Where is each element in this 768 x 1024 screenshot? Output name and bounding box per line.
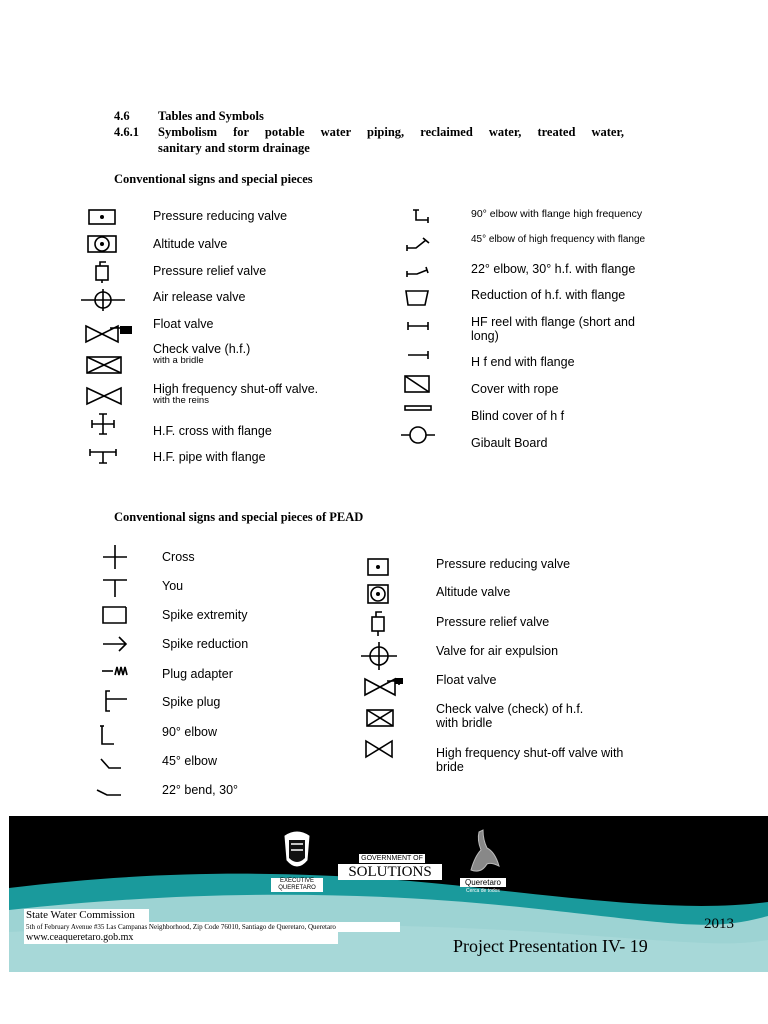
- elbow-90-flange-icon: [410, 208, 432, 224]
- section1-title: Conventional signs and special pieces: [114, 172, 313, 186]
- executive-line2: QUERETARO: [278, 885, 316, 891]
- queretaro-logo-text: [460, 878, 506, 887]
- commission-name: State Water Commission: [24, 909, 149, 922]
- list-item-label: Pressure reducing valve: [153, 209, 288, 223]
- list-item-label: H.F. pipe with flange: [153, 450, 266, 464]
- section-number: 4.6: [114, 109, 130, 123]
- executive-line1: EXECUTIVE: [279, 878, 314, 884]
- air-release-valve-icon: [80, 289, 126, 311]
- spike-plug-icon: [102, 689, 128, 713]
- list-item-label: Pressure relief valve: [436, 615, 550, 629]
- list-item-label: Valve for air expulsion: [436, 644, 559, 658]
- list-item-label: Reduction of h.f. with flange: [471, 288, 626, 302]
- elbow-45-flange-icon: [404, 236, 432, 252]
- pressure-relief-valve-icon: [92, 261, 116, 283]
- float-valve-icon: [84, 322, 134, 346]
- list-item-label: Air release valve: [153, 290, 246, 304]
- government-label: GOVERNMENT OF: [359, 854, 425, 863]
- pipe-flange-icon: [88, 448, 118, 464]
- list-item-title: Check valve (h.f.): [153, 342, 251, 356]
- section-4-6-heading: [114, 109, 264, 124]
- blind-cover-icon: [403, 404, 433, 412]
- commission-website[interactable]: www.ceaqueretaro.gob.mx: [24, 932, 338, 944]
- section-title: Tables and Symbols: [158, 109, 264, 123]
- list-item-label: Blind cover of h f: [471, 409, 565, 423]
- subsection-title-line1: Symbolism for potable water piping, reclaimed water, treated water,: [158, 125, 624, 139]
- list-item-label: [436, 702, 583, 730]
- list-item-label: Plug adapter: [162, 667, 233, 681]
- list-item-label: Cover with rope: [471, 382, 559, 396]
- list-item-label: 90° elbow with flange high frequency: [471, 208, 643, 220]
- list-item-subtitle: with the reins: [153, 395, 209, 406]
- footer-banner: [9, 816, 768, 972]
- list-item-label: Gibault Board: [471, 436, 548, 450]
- list-item-label: 22° bend, 30°: [162, 783, 239, 797]
- shutoff-valve-icon: [85, 386, 123, 406]
- queretaro-figure-icon: [461, 826, 505, 880]
- bend-22-icon: [95, 786, 123, 800]
- list-item-label: Float valve: [153, 317, 214, 331]
- commission-address: 5th of February Avenue #35 Las Campanas Neighborhood, Zip Code 76010, Santiago de Queretaro, Queretaro: [24, 922, 400, 932]
- list-item-title: HF reel with flange (short and: [471, 315, 635, 329]
- spike-extremity-icon: [100, 605, 128, 625]
- gibault-board-icon: [400, 425, 436, 445]
- list-item-label: Float valve: [436, 673, 497, 687]
- shutoff-valve-icon: [364, 739, 394, 759]
- list-item-title-continued: with bridle: [436, 716, 493, 730]
- elbow-22-flange-icon: [404, 264, 432, 278]
- section-4-6-1-heading: [114, 125, 624, 140]
- list-item-label: You: [162, 579, 184, 593]
- list-item-title-continued: long): [471, 329, 499, 343]
- check-valve-icon: [365, 708, 395, 728]
- hf-reel-icon: [406, 320, 430, 332]
- list-item-label: [436, 746, 623, 774]
- list-item-label: Pressure relief valve: [153, 264, 267, 278]
- altitude-valve-icon: [86, 234, 120, 254]
- list-item-label: Altitude valve: [436, 585, 511, 599]
- cross-icon: [102, 544, 128, 570]
- year-label: 2013: [704, 916, 734, 932]
- list-item-title: High frequency shut-off valve.: [153, 382, 319, 396]
- list-item-label: [153, 383, 318, 406]
- elbow-45-icon: [98, 756, 124, 772]
- plug-adapter-icon: [101, 664, 129, 678]
- pressure-reducing-valve-icon: [86, 208, 120, 226]
- altitude-valve-icon: [366, 583, 390, 605]
- subsection-number: 4.6.1: [114, 125, 139, 139]
- footer-wave: [9, 816, 768, 972]
- list-item-label: 90° elbow: [162, 725, 218, 739]
- list-item-label: Altitude valve: [153, 237, 228, 251]
- list-item-label: 45° elbow of high frequency with flange: [471, 234, 646, 245]
- elbow-90-icon: [98, 724, 118, 748]
- queretaro-name: Queretaro: [464, 878, 502, 887]
- list-item-label: Spike reduction: [162, 637, 249, 651]
- solutions-label: SOLUTIONS: [338, 864, 442, 880]
- section2-title: Conventional signs and special pieces of PEAD: [114, 510, 364, 524]
- tee-icon: [102, 578, 128, 598]
- list-item-label: [471, 315, 635, 343]
- list-item-label: 22° elbow, 30° h.f. with flange: [471, 262, 636, 276]
- list-item-label: H f end with flange: [471, 355, 575, 369]
- list-item-label: Cross: [162, 550, 195, 564]
- subsection-title-line2: sanitary and storm drainage: [158, 141, 310, 155]
- air-expulsion-valve-icon: [360, 641, 398, 671]
- list-item-label: [153, 343, 250, 366]
- cover-rope-icon: [403, 374, 431, 394]
- pressure-reducing-valve-icon: [366, 557, 390, 577]
- list-item-label: H.F. cross with flange: [153, 424, 272, 438]
- executive-seal-icon: [277, 830, 317, 876]
- hf-end-icon: [406, 350, 430, 360]
- check-valve-icon: [85, 355, 123, 375]
- list-item-subtitle: with a bridle: [153, 355, 204, 366]
- list-item-label: Spike plug: [162, 695, 221, 709]
- presentation-label: Project Presentation IV- 19: [453, 936, 648, 956]
- pressure-relief-valve-icon: [368, 611, 390, 637]
- list-item-title-continued: bride: [436, 760, 464, 774]
- list-item-label: Pressure reducing valve: [436, 557, 571, 571]
- reduction-icon: [404, 289, 430, 307]
- list-item-label: Spike extremity: [162, 608, 248, 622]
- float-valve-icon: [363, 675, 407, 699]
- list-item-label: 45° elbow: [162, 754, 218, 768]
- list-item-title: High frequency shut-off valve with: [436, 746, 624, 760]
- cross-flange-icon: [90, 413, 116, 435]
- executive-logo-text: [271, 878, 323, 892]
- queretaro-slogan: Cerca de todos: [466, 888, 500, 894]
- list-item-title: Check valve (check) of h.f.: [436, 702, 584, 716]
- spike-reduction-icon: [102, 635, 128, 653]
